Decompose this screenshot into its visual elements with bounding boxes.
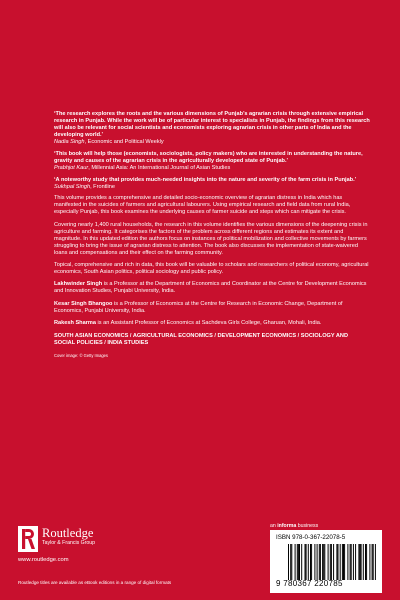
barcode-bar [375,544,376,580]
barcode-bar [351,544,352,580]
barcode-icon [288,544,376,580]
review-quote-3 [54,177,370,191]
barcode-bar [360,544,361,580]
publisher-name: Routledge [42,526,94,540]
quote-text: ‘A noteworthy study that provides much-needed insights into the nature and severity of the farm crisis in Punjab.’ [54,176,357,183]
review-quote-2 [54,151,370,172]
isbn-label: ISBN 978-0-367-22078-5 [276,534,346,541]
quote-author: Prabhjot Kaur [54,164,89,171]
barcode-bar [350,544,351,580]
barcode-bar [331,544,332,580]
barcode-bar [343,544,344,580]
barcode-number: 9 780367 220785 [276,579,343,588]
author-bio-3 [54,320,370,327]
routledge-logo-icon [18,526,38,552]
quote-source [54,184,370,191]
barcode-bar [319,544,320,580]
barcode-bar [361,544,362,580]
barcode-bar [297,544,298,580]
author-bio-1 [54,281,370,295]
quote-author: Sukhpal Singh [54,183,91,190]
quote-affiliation: , Frontline [90,183,115,190]
barcode-bar [355,544,356,580]
quote-text: ‘This book will help those (economists, sociologists, policy makers) who are interested in understanding the nature, gravity and causes of the agrarian crisis in the agriculturally developed state of Punjab.’ [54,150,363,164]
publisher-group: Taylor & Francis Group [42,540,96,546]
barcode-bar [288,544,289,580]
barcode-bar [314,544,315,580]
author-bio-text: is an Assistant Professor of Economics at Sachdeva Girls College, Gharuan, Mohali, India. [95,319,322,326]
barcode-bar [330,544,331,580]
publisher-name-block [42,527,95,546]
barcode-bar [305,544,306,580]
barcode-bar [320,544,321,580]
barcode-bar [306,544,307,580]
barcode-bar [328,544,329,580]
barcode-bar [322,544,323,580]
author-name: Kesar Singh Bhangoo [54,300,113,307]
barcode-bar [291,544,292,580]
author-bio-text: is a Professor at the Department of Economics and Coordinator at the Centre for Development Economics and Innovation Studies, Punjabi University, India. [54,281,367,295]
barcode-bar [369,544,370,580]
cover-image-credit: Cover image: © Getty Images [54,353,108,359]
quote-author: Nadia Singh [54,139,85,146]
author-bio-text: is a Professor of Economics at the Centre for Research in Economic Change, Department of Economics, Punjabi University, India. [54,300,343,314]
barcode-bar [310,544,311,580]
barcode-bar [317,544,318,580]
author-name: Lakhwinder Singh [54,281,103,288]
barcode-bar [373,544,374,580]
barcode-bar [366,544,367,580]
barcode-bar [298,544,299,580]
barcode-bar [358,544,359,580]
quote-source [54,165,370,172]
author-name: Rakesh Sharma [54,319,96,326]
subject-categories: SOUTH ASIAN ECONOMICS / AGRICULTURAL ECONOMICS / DEVELOPMENT ECONOMICS / SOCIOLOGY AND SOCIAL POLICIES / INDIA STUDIES [54,332,348,347]
description-paragraph-2: Covering nearly 1,400 rural households, the research in this volume identifies the various dimensions of the deepening crisis in agriculture and farming. It categorises the factors of the problem across different regions and estimates its extent and magnitude. In this updated edition the authors focus on instances of political mobilization and collective movements by farmers struggling to bring the issue of agrarian distress to attention. The book also discusses the implementation of state-waivered loans and compensations and their effect on the farming community. [54,221,368,256]
quote-affiliation: , Millennial Asia: An International Journal of Asian Studies [88,164,231,171]
barcode-bar [344,544,345,580]
barcode-bar [342,544,343,580]
barcode-bar [340,544,341,580]
barcode-bar [333,544,334,580]
informa-suffix: business [296,523,319,529]
barcode-bar [324,544,325,580]
barcode-bar [323,544,324,580]
barcode-bar [301,544,302,580]
barcode-bar [372,544,373,580]
back-cover-text [54,111,370,359]
barcode-bar [311,544,312,580]
description-paragraph-3: Topical, comprehensive and rich in data, this book will be valuable to scholars and researchers of political economy, agricultural economics, South Asian politics, political sociology and public policy. [54,262,369,276]
quote-affiliation: , Economic and Political Weekly [84,139,164,146]
author-bio-2 [54,301,370,315]
ebook-note: Routledge titles are available as eBook editions in a range of digital formats [18,580,172,585]
review-quote-1 [54,111,370,146]
barcode-bar [295,544,296,580]
barcode-bar [299,544,300,580]
publisher-url: www.routledge.com [18,557,69,563]
quote-source [54,139,370,146]
barcode-bar [353,544,354,580]
barcode-bar [347,544,348,580]
barcode-bar [308,544,309,580]
informa-tagline [270,523,318,529]
barcode-bar [290,544,291,580]
quote-text: ‘The research explores the roots and the various dimensions of Punjab’s agrarian crisis through extensive empirical research in Punjab. While the work will be of particular interest to specialists in Punjab, the findings from this research will also be relevant for social scientists and economists exploring agrarian crisis in other parts of India and the developing world.’ [54,111,370,139]
barcode-panel [270,530,382,593]
description-paragraph-1: This volume provides a comprehensive and detailed socio-economic overview of agrarian distress in India which has manifested in the suicides of farmers and agricultural labourers. Using empirical research and field data from rural India, especially Punjab, this book examines the underlying causes of farmer suicide and steps which can mitigate the crisis. [54,195,351,216]
barcode-bar [363,544,364,580]
barcode-bar [336,544,337,580]
barcode-bar [338,544,339,580]
informa-prefix: an [270,523,278,529]
barcode-bar [365,544,366,580]
informa-name: informa [277,523,297,529]
